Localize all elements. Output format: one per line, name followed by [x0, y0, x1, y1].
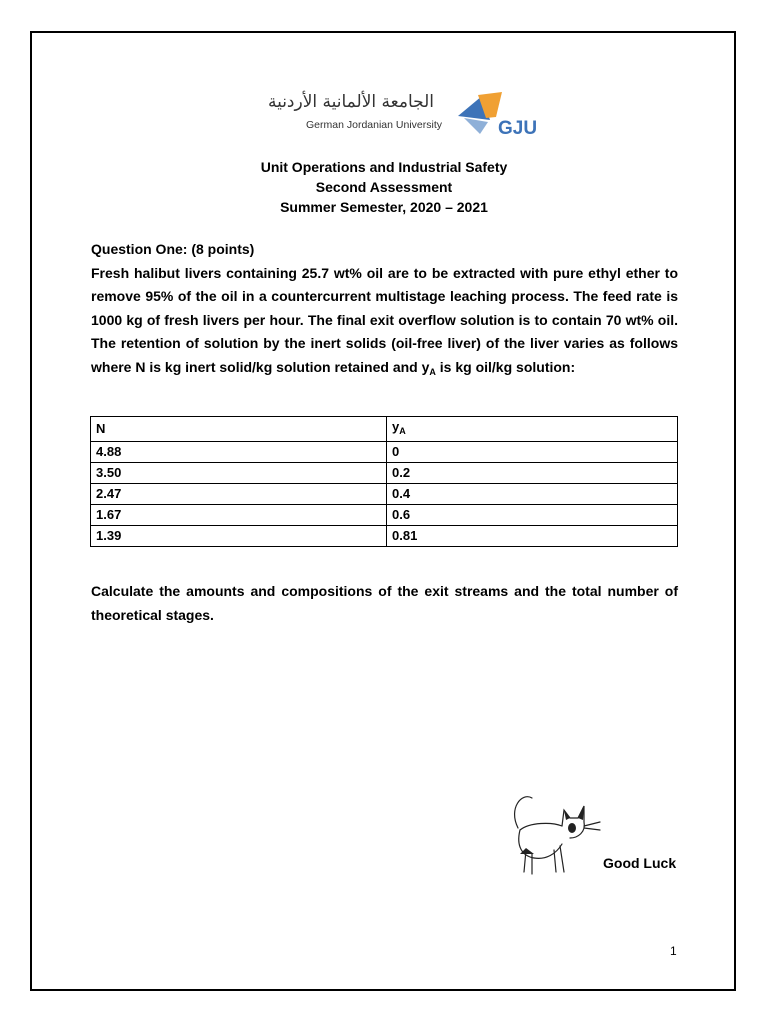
- question-body: [91, 262, 678, 385]
- course-title: Unit Operations and Industrial Safety: [260, 159, 508, 175]
- table-row: [91, 442, 678, 463]
- table-row: [91, 484, 678, 505]
- university-logo: [234, 90, 544, 140]
- header-ya: [387, 417, 678, 442]
- cell-n: 1.39: [91, 526, 387, 547]
- header-ya-sub: A: [399, 426, 406, 436]
- gju-logo-icon: [456, 90, 546, 140]
- cat-sketch-icon: [500, 788, 605, 878]
- header-ya-main: y: [392, 419, 400, 434]
- logo-arabic-name: الجامعة الألمانية الأردنية: [267, 92, 434, 112]
- table-row: [91, 463, 678, 484]
- cell-ya: 0.6: [387, 505, 678, 526]
- cell-ya: 0.4: [387, 484, 678, 505]
- semester-title: Summer Semester, 2020 – 2021: [280, 199, 488, 215]
- question-title: Question One: (8 points): [91, 241, 255, 257]
- table-header-row: [91, 417, 678, 442]
- retention-data-table: [90, 416, 678, 547]
- table-row: [91, 526, 678, 547]
- calculation-instruction: Calculate the amounts and compositions of the exit streams and the total number of theoretical stages.: [91, 583, 678, 623]
- assessment-header: [0, 157, 768, 217]
- question-one: [91, 238, 678, 384]
- table-row: [91, 505, 678, 526]
- cell-n: 4.88: [91, 442, 387, 463]
- good-luck-text: Good Luck: [603, 855, 677, 871]
- cell-n: 1.67: [91, 505, 387, 526]
- logo-abbreviation: GJU: [498, 118, 538, 139]
- question-text-subscript: A: [429, 366, 436, 377]
- assessment-title: Second Assessment: [315, 179, 453, 195]
- question-text-end: is kg oil/kg solution:: [435, 358, 576, 375]
- header-n: N: [91, 417, 387, 442]
- cell-n: 3.50: [91, 463, 387, 484]
- question-text: Fresh halibut livers containing 25.7 wt% oil are to be extracted with pure ethyl ether to remove 95% of the oil in a countercurrent multistage leaching process. The feed rate is 1000 kg of fresh livers per hour. The final exit overflow solution is to contain 70 wt% oil. The retention of solution by the inert solids (oil-free liver) of the liver varies as follows where N is kg inert solid/kg solution retained and y: [91, 264, 678, 375]
- cell-ya: 0.81: [387, 526, 678, 547]
- logo-english-name: German Jordanian University: [306, 119, 442, 131]
- cell-ya: 0: [387, 442, 678, 463]
- cell-ya: 0.2: [387, 463, 678, 484]
- page-number: 1: [670, 944, 677, 958]
- cell-n: 2.47: [91, 484, 387, 505]
